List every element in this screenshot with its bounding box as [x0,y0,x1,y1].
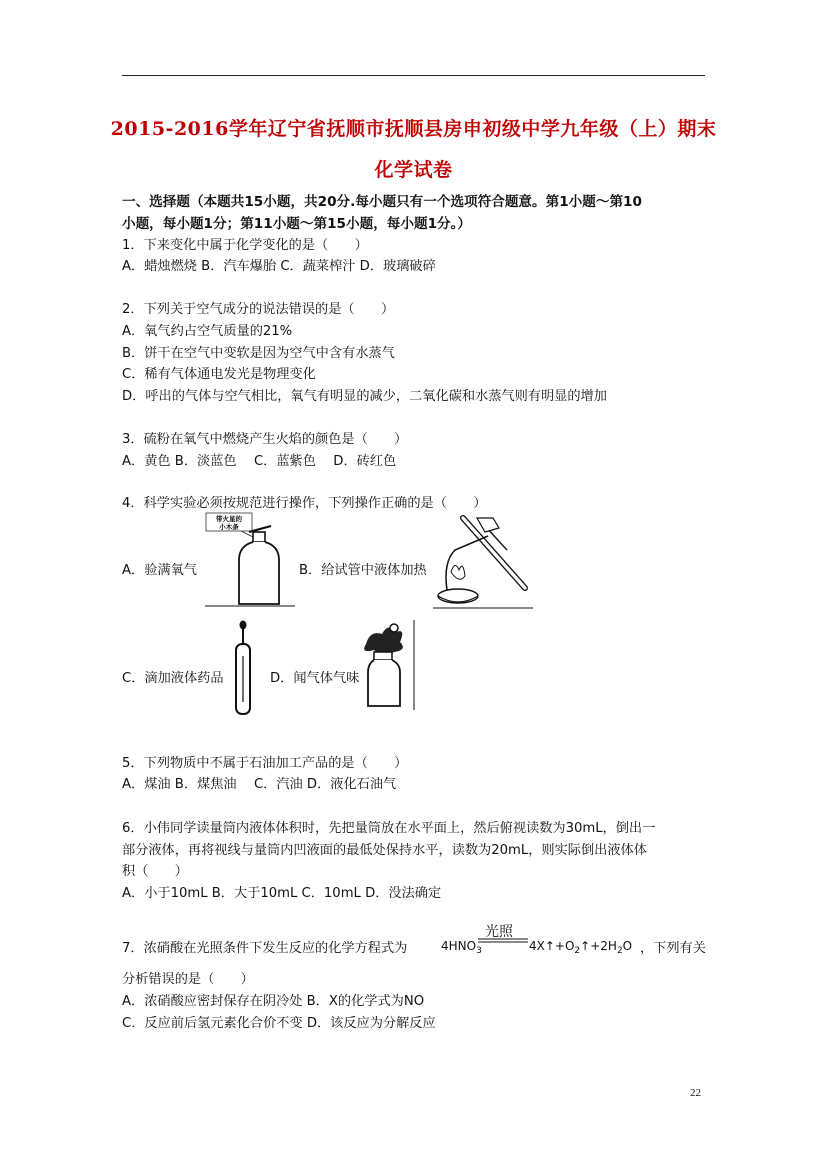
section-heading-line-1: 一、选择题（本题共15小题，共20分.每小题只有一个选项符合题意。第1小题～第10 [122,194,642,210]
section-heading-line-2: 小题，每小题1分；第11小题～第15小题，每小题1分。） [122,216,472,232]
q3-options: A．黄色 B．淡蓝色 C．蓝紫色 D．砖红色 [122,454,397,469]
q2-option-c: C．稀有气体通电发光是物理变化 [122,367,316,382]
q7-equals-sign [478,938,528,944]
q7-reactant: $4HNO_3$ [441,939,482,956]
figure-oxygen-test-bottle [205,512,295,608]
q3-stem: 3．硫粉在氧气中燃烧产生火焰的颜色是（ ） [122,432,408,447]
q2-option-a: A．氧气约占空气质量的21% [122,324,293,339]
splint-label-text-1: 带火星的 [216,515,242,523]
q6-line-2: 部分液体，再将视线与量筒内凹液面的最低处保持水平，读数为20mL，则实际倒出液体体 [122,843,647,858]
alcohol-lamp [438,589,478,603]
q6-line-1: 6．小伟同学读量筒内液体体积时，先把量筒放在水平面上，然后俯视读数为30mL，倒出一 [122,821,656,836]
flame-icon [451,565,465,579]
dropper-bulb [240,621,247,630]
q4-option-a: A．验满氧气 [122,563,197,578]
q1-stem: 1．下来变化中属于化学变化的是（ ） [122,238,368,253]
q4-option-c: C．滴加液体药品 [122,671,224,686]
q5-options: A．煤油 B．煤焦油 C．汽油 D．液化石油气 [122,777,397,792]
figure-dropper-test-tube [233,620,253,720]
q7-products: $4X↑+O_2↑+2H_2O$ [529,939,633,956]
q2-option-d: D．呼出的气体与空气相比，氧气有明显的减少，二氧化碳和水蒸气则有明显的增加 [122,389,607,404]
q7-condition-label: 光照 [485,924,513,940]
q4-option-d: D．闻气体气味 [270,671,360,686]
bottle-neck [374,652,392,660]
figure-smelling-gas-bottle [348,620,420,712]
bottle-neck [253,532,265,542]
exam-title-line-1: 2015-2016学年辽宁省抚顺市抚顺县房申初级中学九年级（上）期末 [110,118,717,140]
holder-arm [446,536,488,590]
q2-stem: 2．下列关于空气成分的说法错误的是（ ） [122,302,395,317]
q2-option-b: B．饼干在空气中变软是因为空气中含有水蒸气 [122,346,395,361]
splint-label-text-2: 小木条 [219,523,239,531]
bottle-body [239,542,279,604]
q7-line-2: 分析错误的是（ ） [122,972,254,987]
test-tube-holder [477,518,499,532]
q7-stem-before: 7．浓硝酸在光照条件下发生反应的化学方程式为 [122,941,408,956]
q5-stem: 5．下列物质中不属于石油加工产品的是（ ） [122,756,408,771]
header-rule [122,75,705,76]
bottle-body [368,660,400,706]
q7-options-cd: C．反应前后氢元素化合价不变 D．该反应为分解反应 [122,1016,436,1031]
q4-option-b: B．给试管中液体加热 [299,563,427,578]
q6-options: A．小于10mL B．大于10mL C．10mL D．没法确定 [122,886,442,901]
figure-heating-test-tube [433,510,533,610]
q4-stem: 4．科学实验必须按规范进行操作，下列操作正确的是（ ） [122,496,487,511]
page-number: 22 [690,1087,701,1099]
q7-stem-after: ，下列有关 [640,941,706,956]
q6-line-3: 积（ ） [122,864,188,879]
q1-options: A．蜡烛燃烧 B．汽车爆胎 C．蔬菜榨汁 D．玻璃破碎 [122,259,436,274]
exam-title-line-2: 化学试卷 [374,159,453,181]
q7-options-ab: A．浓硝酸应密封保存在阴冷处 B．X的化学式为NO [122,994,425,1009]
